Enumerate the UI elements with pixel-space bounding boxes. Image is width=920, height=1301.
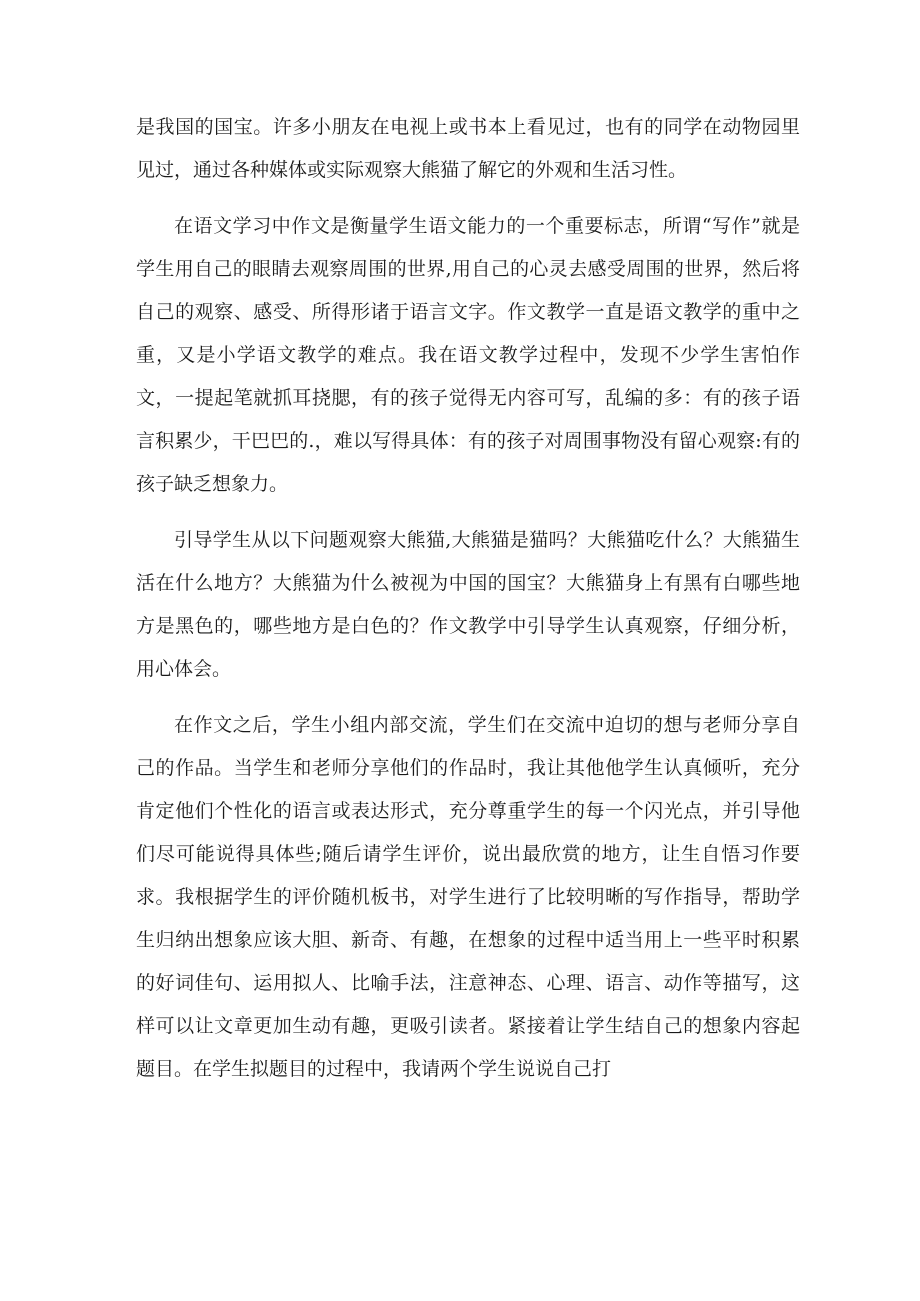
document-body <box>136 106 800 1104</box>
paragraph-3: 引导学生从以下问题观察大熊猫,大熊猫是猫吗？大熊猫吃什么？大熊猫生活在什么地方？大熊猫为什么被视为中国的国宝？大熊猫身上有黑有白哪些地方是黑色的，哪些地方是白色的？作文教学中引导学生认真观察，仔细分析，用心体会。 <box>136 529 800 680</box>
paragraph-4: 在作文之后，学生小组内部交流，学生们在交流中迫切的想与老师分享自己的作品。当学生和老师分享他们的作品时，我让其他他学生认真倾听，充分肯定他们个性化的语言或表达形式，充分尊重学生的每一个闪光点，并引导他们尽可能说得具体些;随后请学生评价，说出最欣赏的地方，让生自悟习作要求。我根据学生的评价随机板书，对学生进行了比较明晰的写作指导，帮助学生归纳出想象应该大胆、新奇、有趣，在想象的过程中适当用上一些平时积累的好词佳句、运用拟人、比喻手法，注意神态、心理、语言、动作等描写，这样可以让文章更加生动有趣，更吸引读者。紧接着让学生结自己的想象内容起题目。在学生拟题目的过程中，我请两个学生说说自己打 <box>136 714 800 1080</box>
paragraph-2: 在语文学习中作文是衡量学生语文能力的一个重要标志，所谓“写作”就是学生用自己的眼睛去观察周围的世界,用自己的心灵去感受周围的世界，然后将自己的观察、感受、所得形诸于语言文字。作文教学一直是语文教学的重中之重，又是小学语文教学的难点。我在语文教学过程中，发现不少学生害怕作文，一提起笔就抓耳挠腮，有的孩子觉得无内容可写，乱编的多：有的孩子语言积累少，干巴巴的.，难以写得具体：有的孩子对周围事物没有留心观察:有的孩子缺乏想象力。 <box>136 215 800 495</box>
paragraph-1: 是我国的国宝。许多小朋友在电视上或书本上看见过，也有的同学在动物园里见过，通过各种媒体或实际观察大熊猫了解它的外观和生活习性。 <box>136 116 800 181</box>
